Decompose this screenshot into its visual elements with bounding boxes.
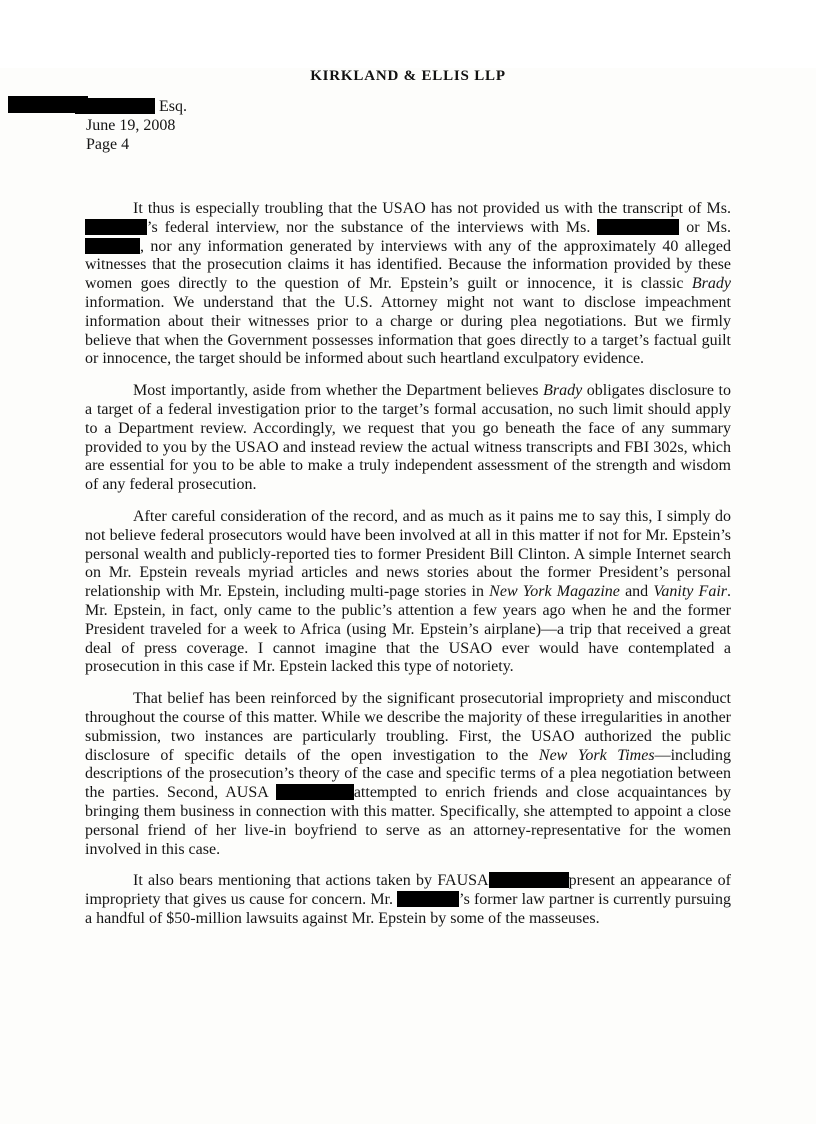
text-run: , nor any information generated by interviews with any of the approximately 40 alleged witnesses that the prosecution claims it has identified. Because the information provided by these women goes directly to the question of Mr. Epstein’s guilt or innocence, it is classic (85, 237, 731, 293)
text-run: Most importantly, aside from whether the Department believes (133, 382, 544, 400)
letter-body (85, 200, 731, 929)
redaction-box (85, 238, 140, 254)
paragraph-1 (85, 200, 731, 369)
redaction-box (276, 784, 354, 800)
date-line: June 19, 2008 (86, 117, 176, 134)
redaction-box (85, 219, 147, 235)
redaction-box (597, 219, 679, 235)
text-run: It thus is especially troubling that the USAO has not provided us with the transcript of Ms. (133, 200, 731, 217)
text-run: After careful consideration of the record, and as much as it pains me to say this, I simply do not believe federal prosecutors would have been involved at all in this matter if not for Mr. Epstein’s personal wealth and publicly-reported ties to former President Bill Clinton. A simple Internet search on Mr. Epstein reveals myriad articles and news stories about the former President’s personal relationship with Mr. Epstein, including multi-page stories in (85, 507, 731, 601)
paragraph-4 (85, 690, 731, 859)
paragraph-3 (85, 508, 731, 677)
address-block (86, 97, 816, 154)
recipient-line (75, 97, 816, 116)
text-run: information. We understand that the U.S. Attorney might not want to disclose impeachment information about their witnesses prior to a charge or during plea negotiations. But we firmly believe that when the Government possesses information that goes directly to a target’s factual guilt or innocence, the target should be informed about such heartland exculpatory evidence. (85, 293, 731, 368)
recipient-suffix: Esq. (155, 98, 187, 115)
text-run: and (619, 583, 654, 601)
text-run: obligates disclosure to a target of a federal investigation prior to the target’s formal accusation, no such limit should apply to a Department review. Accordingly, we request that you go beneath the face of any summary provided to you by the USAO and instead review the actual witness transcripts and FBI 302s, which are essential for you to be able to make a truly independent assessment of the strength and wisdom of any federal prosecution. (85, 382, 732, 494)
italic-text-run: New York Times (538, 746, 655, 764)
italic-text-run: Brady (543, 382, 583, 400)
paragraph-5 (85, 872, 731, 928)
letterhead-firm-name: KIRKLAND & ELLIS LLP (310, 68, 506, 84)
text-run: attempted to enrich friends and close acquaintances by bringing them business in connection with this matter. Specifically, she attempted to appoint a close personal friend of her live-in boyfriend to serve as an attorney-representative for the women involved in this case. (85, 784, 732, 858)
corner-redaction-box (8, 96, 88, 113)
paragraph-2 (85, 382, 731, 495)
italic-text-run: Vanity Fair (653, 583, 728, 601)
text-run: . Mr. Epstein, in fact, only came to the public’s attention a few years ago when he and the former President traveled for a week to Africa (using Mr. Epstein’s airplane)—a trip that received a great deal of press coverage. I cannot imagine that the USAO ever would have contemplated a prosecution in this case if Mr. Epstein lacked this type of notoriety. (85, 583, 732, 676)
text-run: That belief has been reinforced by the significant prosecutorial impropriety and misconduct throughout the course of this matter. While we describe the majority of these irregularities in another submission, two instances are particularly troubling. First, the USAO authorized the public disclosure of specific details of the open investigation to the (85, 690, 731, 764)
text-run: —including descriptions of the prosecution’s theory of the case and specific terms of a plea negotiation between the parties. Second, AUSA (85, 746, 732, 802)
letter-page (0, 68, 816, 1124)
redaction-box (489, 872, 569, 888)
text-run: ’s federal interview, nor the substance of the interviews with Ms. (147, 218, 598, 236)
text-run: ’s former law partner is currently pursuing a handful of $50-million lawsuits against Mr. Epstein by some of the masseuses. (85, 891, 732, 927)
redaction-box (397, 891, 459, 907)
text-run: or Ms. (679, 218, 731, 236)
italic-text-run: Brady (691, 275, 731, 293)
text-run: present an appearance of impropriety that gives us cause for concern. Mr. (85, 872, 731, 909)
italic-text-run: New York Magazine (489, 583, 620, 601)
page-number-line: Page 4 (86, 136, 130, 153)
text-run: It also bears mentioning that actions taken by FAUSA (133, 872, 489, 890)
